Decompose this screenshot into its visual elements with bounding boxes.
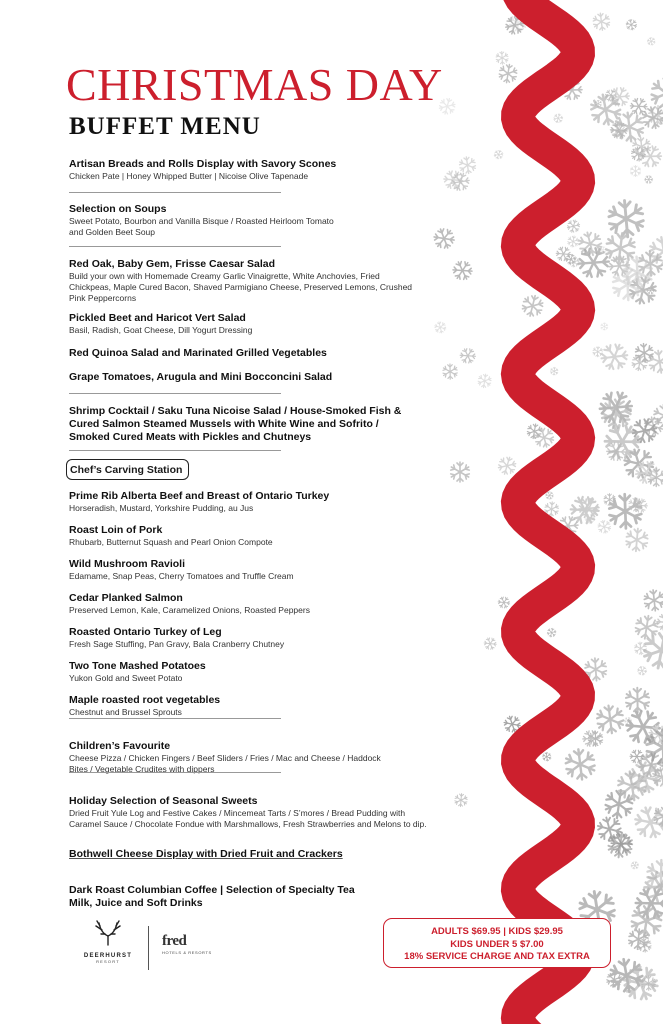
section-divider [69,246,281,247]
item-description: Edamame, Snap Peas, Cherry Tomatoes and Truffle Cream [69,571,294,581]
snowflake-icon [636,664,648,677]
antlers-icon [88,920,128,946]
snowflake-icon [630,166,640,177]
snowflake-icon [654,611,663,634]
price-line: KIDS UNDER 5 $7.00 [450,938,544,950]
item-description: Sweet Potato, Bourbon and Vanilla Bisque / Roasted Heirloom Tomato and Golden Beet Soup [69,216,334,237]
item-description: Rhubarb, Butternut Squash and Pearl Onion Compote [69,537,273,547]
snowflake-icon [643,174,654,185]
snowflake-icon [630,860,640,870]
fred-tagline: HOTELS & RESORTS [162,950,212,955]
item-description: Cheese Pizza / Chicken Fingers / Beef Sliders / Fries / Mac and Cheese / Haddock Bites / Vegetable Crudites with dippers [69,753,381,774]
snowflake-icon [641,414,663,439]
snowflake-icon [498,63,518,84]
menu-item [69,312,419,336]
menu-item [69,490,419,514]
snowflake-icon [433,320,449,336]
item-description: Preserved Lemon, Kale, Caramelized Onions, Roasted Peppers [69,605,310,615]
menu-item [69,158,419,182]
snowflake-icon [546,627,557,638]
snowflake-icon [604,788,634,820]
snowflake-icon [580,728,601,750]
snowflake-icon [451,462,470,482]
menu-item [69,848,419,861]
menu-item [69,405,419,444]
deerhurst-name: DEERHURST [83,953,133,959]
snowflake-icon [567,235,579,248]
menu-item [69,258,419,304]
snowflake-icon [496,595,512,611]
snowflake-icon [590,10,613,33]
item-name: Shrimp Cocktail / Saku Tuna Nicoise Salad / House-Smoked Fish & Cured Salmon Steamed Mussels with White Wine and Sofrito / Smoked Cured Meats with Pickles and Chutneys [69,405,402,443]
snowflake-icon [640,586,663,614]
menu-item [69,795,427,830]
snowflake-icon [646,36,657,47]
snowflake-icon [634,614,659,640]
red-ribbon [518,0,578,1024]
snowflake-icon [430,225,457,253]
item-name: Selection on Soups [69,203,167,215]
snowflake-icon [630,801,663,843]
page-title: CHRISTMAS DAY [66,59,443,110]
section-divider [69,772,281,773]
fred-name: fred [162,933,187,949]
menu-item [69,592,419,616]
snowflake-icon [441,167,466,192]
item-name: Children’s Favourite [69,740,171,752]
snowflake-icon [566,491,603,529]
snowflake-icon [477,373,492,388]
item-name: Holiday Selection of Seasonal Sweets [69,795,258,807]
item-name: Red Oak, Baby Gem, Frisse Caesar Salad [69,258,276,270]
snowflake-icon [628,747,646,765]
snowflake-icon [521,293,545,318]
drinks-line: Dark Roast Columbian Coffee | Selection of Specialty Tea [69,884,355,896]
item-name: Pickled Beet and Haricot Vert Salad [69,312,246,324]
snowflake-icon [631,354,648,372]
snowflake-icon [624,17,639,32]
snowflake-icon [497,455,518,477]
menu-item [69,558,419,582]
menu-item [69,740,419,775]
item-description: Yukon Gold and Sweet Potato [69,673,183,683]
price-line: ADULTS $69.95 | KIDS $29.95 [431,926,563,937]
item-description: Dried Fruit Yule Log and Festive Cakes / Mincemeat Tarts / S’mores / Bread Pudding with Caramel Sauce / Chocolate Fondue with Marshmallows, Fresh Strawberries and Melons to dip. [69,808,427,829]
deerhurst-sub: RESORT [96,959,120,964]
snowflake-icon [625,528,648,553]
item-name: Red Quinoa Salad and Marinated Grilled Vegetables [69,347,327,359]
snowflake-icon [596,387,636,429]
page-subtitle: BUFFET MENU [69,113,261,140]
snowflake-icon [566,219,581,234]
item-name: Bothwell Cheese Display with Dried Fruit and Crackers [69,848,343,860]
snowflake-icon [630,903,663,938]
section-divider [69,192,281,193]
snowflake-icon [456,154,479,177]
item-description: Build your own with Homemade Creamy Garlic Vinaigrette, White Anchovies, Fried Chickpeas, Maple Cured Bacon, Shaved Parmigiano Cheese, Preserved Lemons, Crushed Pink Peppercorns [69,271,413,303]
item-name: Roast Loin of Pork [69,524,163,536]
snowflake-icon [454,793,467,807]
snowflake-icon [493,149,504,160]
snowflake-icon [598,340,630,373]
item-description: Fresh Sage Stuffing, Pan Gravy, Bala Cranberry Chutney [69,639,285,649]
menu-item [69,626,419,650]
menu-item [69,884,419,910]
item-name: Two Tone Mashed Potatoes [69,660,206,672]
snowflake-icon [574,228,606,260]
item-description: Chicken Pate | Honey Whipped Butter | Nicoise Olive Tapenade [69,171,309,181]
snowflake-icon [550,367,558,375]
snowflake-icon [440,362,460,382]
item-name: Roasted Ontario Turkey of Leg [69,626,222,638]
item-name: Maple roasted root vegetables [69,694,221,706]
price-line: 18% SERVICE CHARGE AND TAX EXTRA [404,951,590,962]
snowflake-icon [621,684,654,717]
item-description: Horseradish, Mustard, Yorkshire Pudding, au Jus [69,503,254,513]
snowflake-icon [482,635,498,652]
item-name: Artisan Breads and Rolls Display with Savory Scones [69,158,337,170]
menu-item [69,524,419,548]
fred-logo [162,934,226,955]
item-description: Basil, Radish, Goat Cheese, Dill Yogurt Dressing [69,325,253,335]
deerhurst-logo [80,920,136,964]
snowflake-icon [601,323,608,331]
item-name: Wild Mushroom Ravioli [69,558,185,570]
menu-item [69,347,419,360]
section-divider [69,718,281,719]
menu-item [69,660,419,684]
snowflake-icon [605,232,637,265]
item-description: Chestnut and Brussel Sprouts [69,707,182,717]
logo-divider [148,926,149,970]
snowflake-icon [650,76,663,111]
item-name: Cedar Planked Salmon [69,592,183,604]
menu-item [69,694,419,718]
section-divider [69,393,281,394]
item-name: Grape Tomatoes, Arugula and Mini Bocconcini Salad [69,371,333,383]
snowflake-icon [450,258,475,284]
drinks-line: Milk, Juice and Soft Drinks [69,897,203,909]
snowflake-icon [593,346,603,357]
menu-item [69,203,419,238]
snowflake-icon [553,113,564,124]
menu-item [69,371,419,384]
pricing-box [383,918,611,968]
item-name: Prime Rib Alberta Beef and Breast of Ontario Turkey [69,490,330,502]
snowflake-icon [458,346,478,367]
snowflake-icon [493,49,510,66]
section-divider [69,450,281,451]
carving-station-title: Chef’s Carving Station [66,459,189,480]
snowflake-icon [560,744,601,785]
